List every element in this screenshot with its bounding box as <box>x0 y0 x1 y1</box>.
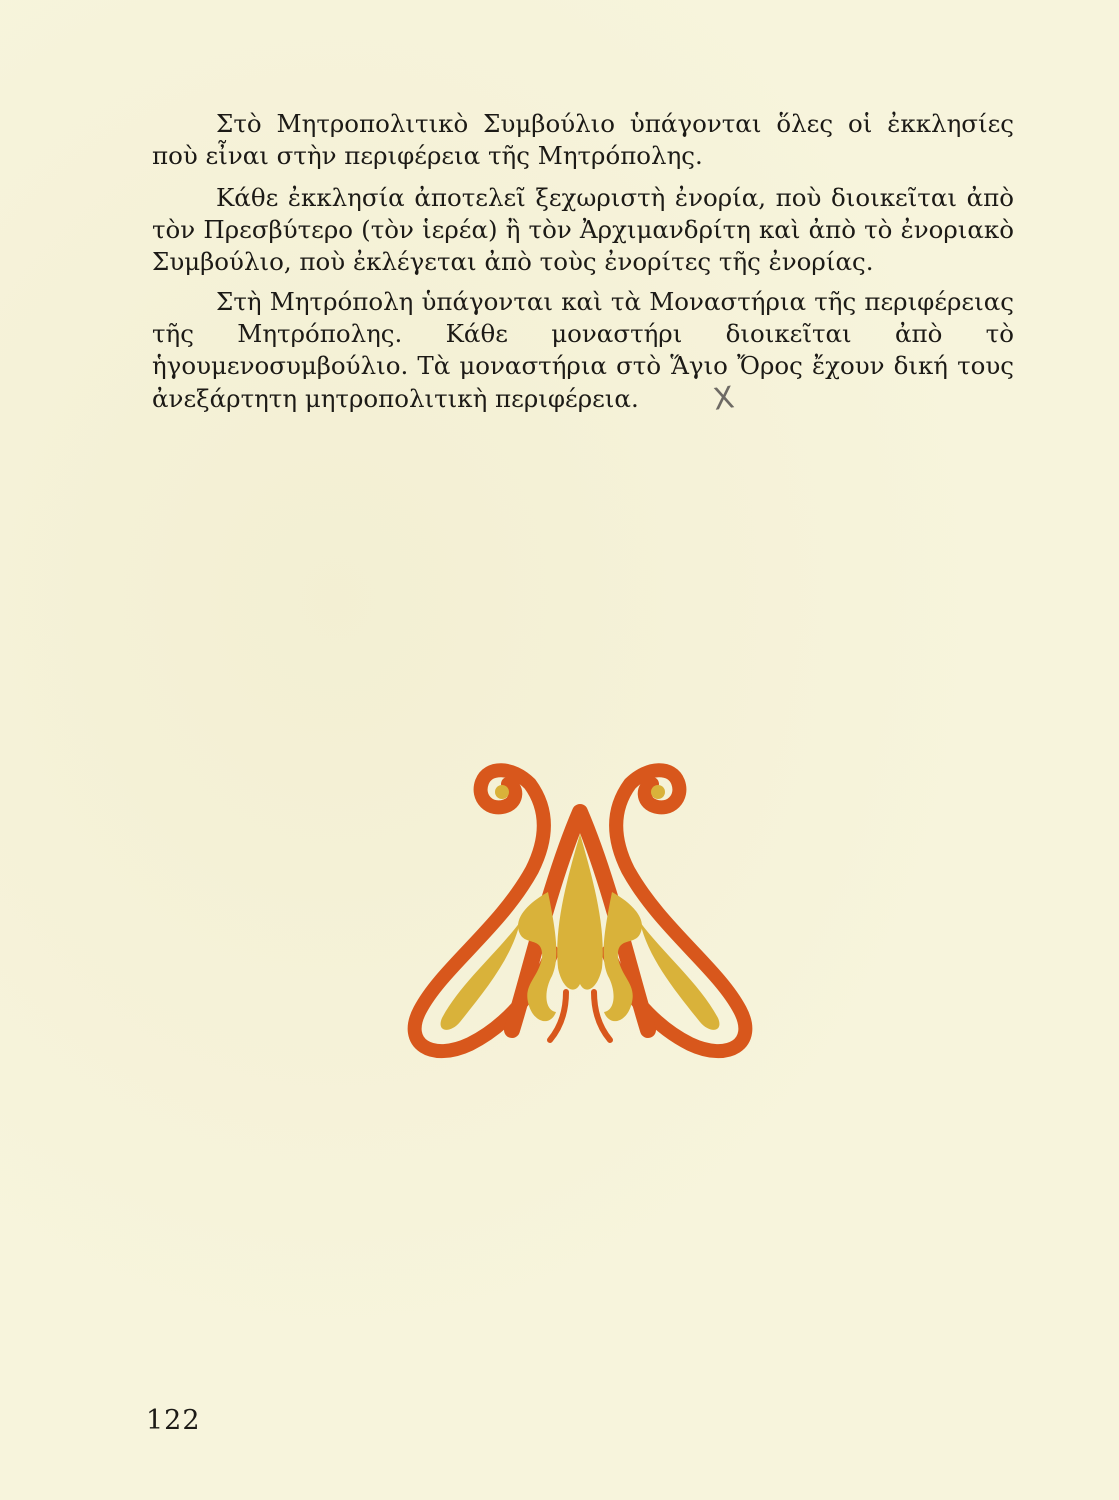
paragraph-1: Στὸ Μητροπολιτικὸ Συμβούλιο ὑπάγονται ὅλες οἱ ἐκκλησίες ποὺ εἶναι στὴν περιφέρεια τῆς Μητρόπολης. <box>152 109 1014 170</box>
page-number: 122 <box>146 1405 201 1436</box>
paragraph-2: Κάθε ἐκκλησία ἀποτελεῖ ξεχωριστὴ ἐνορία, ποὺ διοικεῖται ἀπὸ τὸν Πρεσβύτερο (τὸν ἱερέα) ἢ τὸν Ἀρχιμανδρίτη καὶ ἀπὸ τὸ ἐνοριακὸ Συμβούλιο, ποὺ ἐκλέγεται ἀπὸ τοὺς ἐνορίτες τῆς ἐνορίας. <box>152 183 1014 276</box>
body-text <box>152 108 1014 418</box>
paragraph-3-text: Στὴ Μητρόπολη ὑπάγονται καὶ τὰ Μοναστήρια τῆς περιφέρειας τῆς Μητρόπολης. Κάθε μοναστήρι διοικεῖται ἀπὸ τὸ ἡγουμενοσυμβούλιο. Τὰ μοναστήρια στὸ Ἅγιο Ὄρος ἔχουν δική τους ἀνεξάρτητη μητροπολιτικὴ περιφέρεια. <box>152 287 1014 413</box>
paragraph-3 <box>152 286 1014 418</box>
ornament-left-spiral-dot <box>495 785 509 799</box>
lyre-scroll-ornament-icon <box>380 722 780 1082</box>
handwritten-x-mark: X <box>710 380 737 418</box>
ornament-right-spiral-dot <box>651 785 665 799</box>
